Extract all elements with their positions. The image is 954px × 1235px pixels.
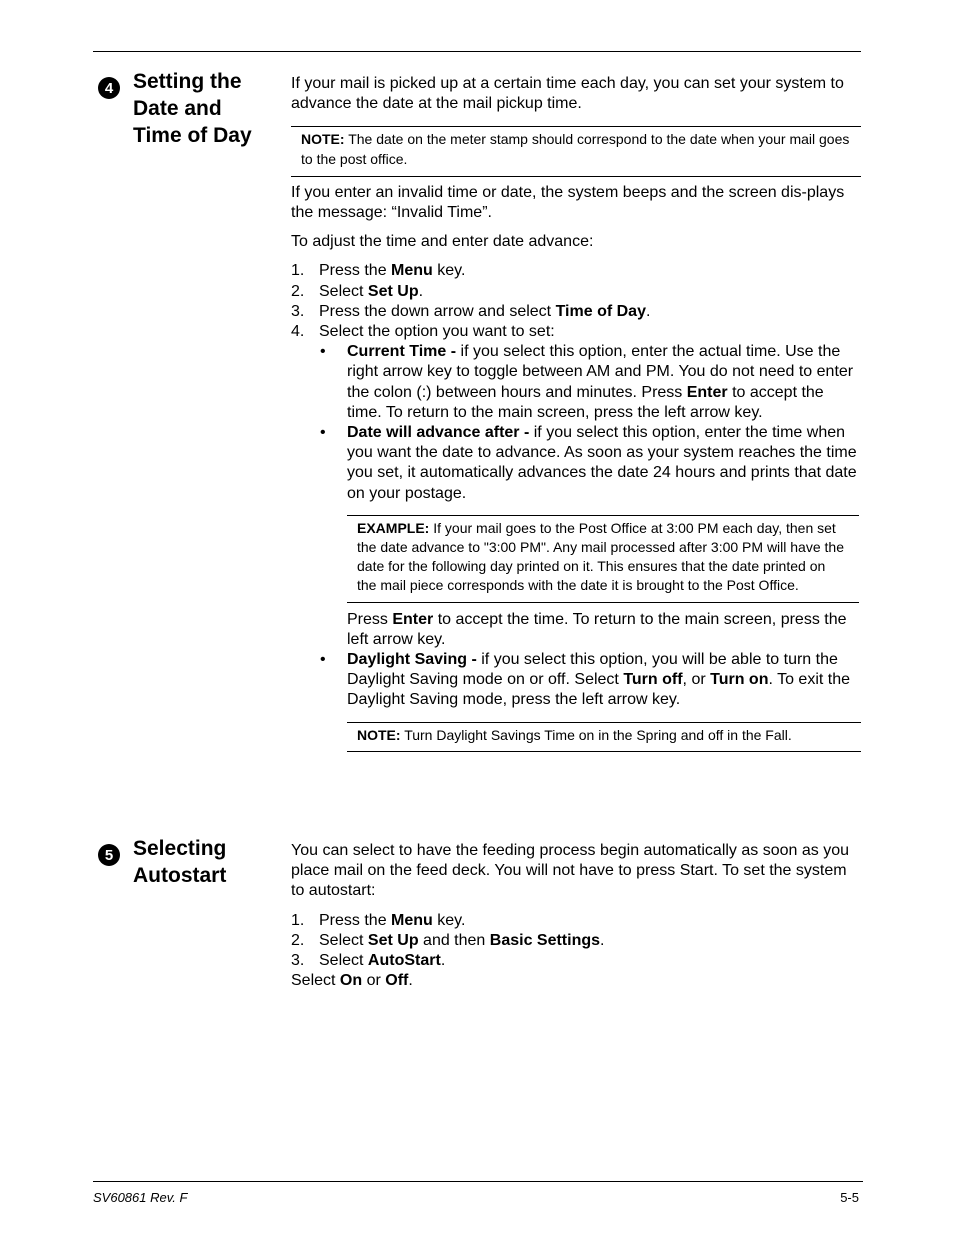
step-text: Press the [319, 911, 392, 929]
intro-paragraph: You can select to have the feeding process begin automatically as soon as you place mail on the feed deck. You will not have to press Start. To set the system to autostart: [291, 842, 849, 900]
step-text: . [440, 952, 446, 970]
final-text: . [408, 972, 413, 990]
final-paragraph [291, 971, 861, 991]
option-text: if you select this option, enter the actual time. Use the right arrow key to toggle between AM and PM. You do not need to enter the colon (:) between hours and minutes. Press [347, 343, 854, 401]
section-body [291, 74, 861, 752]
intro-paragraph: If your mail is picked up at a certain time each day, you can set your system to advance the date at the mail pickup time. [291, 75, 844, 113]
step-text: and then [418, 931, 490, 949]
step-number: 1. [291, 262, 305, 280]
option-keyword: Enter [686, 383, 728, 401]
step-text: Select the option you want to set: [319, 323, 555, 341]
list-item [291, 423, 861, 650]
option-text: , or [682, 671, 711, 689]
list-item [291, 650, 861, 752]
step-keyword: Basic Settings [489, 931, 601, 949]
example-box [347, 515, 859, 603]
step-keyword: Time of Day [555, 302, 646, 320]
step-keyword: Set Up [367, 282, 419, 300]
option-keyword: Turn on [710, 671, 769, 689]
steps-list [291, 911, 861, 972]
step-keyword: Menu [391, 262, 433, 280]
footer-page-number: 5-5 [840, 1190, 859, 1205]
steps-list [291, 261, 861, 342]
press-enter-paragraph [347, 610, 861, 650]
section-heading [133, 835, 226, 889]
step-text: Select [319, 282, 368, 300]
option-title: Date will advance after - [347, 424, 530, 442]
option-text: if you select this option, you will be able to turn the Daylight Saving mode on or off. Select [347, 651, 838, 689]
step-text: key. [432, 262, 466, 280]
section-body [291, 841, 861, 991]
note-box [291, 126, 861, 176]
footer-doc-id: SV60861 Rev. F [93, 1190, 188, 1205]
list-item [291, 911, 861, 931]
step-number: 2. [291, 931, 305, 949]
final-keyword: Off [385, 972, 409, 990]
bullet: • [320, 651, 326, 669]
step-number: 2. [291, 282, 305, 300]
list-item [291, 322, 861, 342]
step-keyword: Set Up [367, 931, 419, 949]
step-text: Press the [319, 262, 392, 280]
final-keyword: On [339, 972, 363, 990]
step-text: . [600, 931, 605, 949]
heading-line: Setting the [133, 70, 242, 93]
list-item [291, 931, 861, 951]
bullet: • [320, 424, 326, 442]
press-text: to accept the time. To return to the main screen, press the left arrow key. [347, 610, 847, 648]
step-text: Select [319, 931, 368, 949]
step-keyword: AutoStart [367, 952, 441, 970]
list-item [291, 302, 861, 322]
step-number: 1. [291, 911, 305, 929]
step-text: . [418, 282, 424, 300]
list-item [291, 342, 861, 423]
step-text: Select [319, 952, 368, 970]
options-list [291, 342, 861, 752]
step-number: 4. [291, 323, 305, 341]
option-title: Daylight Saving - [347, 651, 477, 669]
list-item [291, 282, 861, 302]
bullet: • [320, 343, 326, 361]
heading-line: Time of Day [133, 124, 252, 147]
example-label: EXAMPLE: [357, 519, 430, 536]
option-keyword: Turn off [623, 671, 683, 689]
invalid-paragraph: If you enter an invalid time or date, the system beeps and the screen dis-plays the message: “Invalid Time”. [291, 183, 845, 222]
step-text: Press the down arrow and select [319, 302, 556, 320]
section-heading [133, 68, 252, 149]
example-text: If your mail goes to the Post Office at 3:00 PM each day, then set the date advance to "3:00 PM". Any mail processed after 3:00 PM will have the date for the following day printed on it. This ensures that the date printed on the mail piece corresponds with the date it is brought to the Post Office. [357, 519, 844, 594]
list-item [291, 261, 861, 281]
heading-line: Autostart [133, 864, 227, 887]
heading-line: Selecting [133, 837, 227, 860]
note-text: Turn Daylight Savings Time on in the Spring and off in the Fall. [400, 726, 792, 743]
step-keyword: Menu [391, 911, 433, 929]
header-rule [93, 51, 861, 52]
final-text: Select [291, 972, 340, 990]
option-text: if you select this option, enter the time when you want the date to advance. As soon as your system reaches the time you set, it automatically advances the date 24 hours and prints that date on your postage. [347, 424, 857, 502]
list-item [291, 951, 861, 971]
note-label: NOTE: [357, 726, 401, 743]
final-text: or [362, 972, 386, 990]
note-label: NOTE: [301, 131, 345, 148]
section-number-badge: 5 [98, 844, 120, 866]
press-keyword: Enter [392, 610, 434, 628]
option-text: . To exit the Daylight Saving mode, press the left arrow key. [347, 671, 850, 709]
footer-rule [93, 1181, 863, 1182]
section-number-badge: 4 [98, 77, 120, 99]
step-number: 3. [291, 952, 305, 970]
heading-line: Date and [133, 97, 222, 120]
step-text: key. [432, 911, 466, 929]
note-text: The date on the meter stamp should correspond to the date when your mail goes to the post office. [301, 131, 850, 167]
press-text: Press [347, 610, 393, 628]
option-text: to accept the time. To return to the main screen, press the left arrow key. [347, 383, 824, 421]
adjust-paragraph: To adjust the time and enter date advance: [291, 233, 594, 251]
step-text: . [645, 302, 651, 320]
note-box [347, 722, 861, 752]
option-title: Current Time - [347, 343, 457, 361]
step-number: 3. [291, 302, 305, 320]
